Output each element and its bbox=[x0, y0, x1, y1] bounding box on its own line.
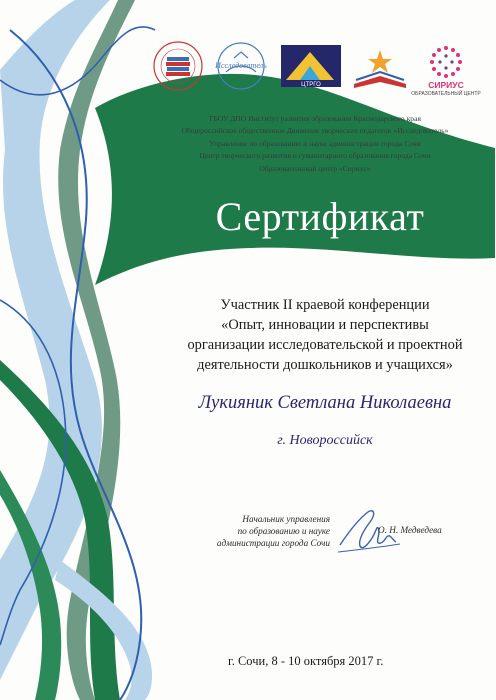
center-logo-icon bbox=[280, 44, 342, 88]
body-line: деятельности дошкольников и учащихся» bbox=[197, 357, 453, 373]
organizations-list bbox=[150, 113, 480, 175]
signatory-name: О. Н. Медведева bbox=[378, 525, 442, 535]
place-date: г. Сочи, 8 - 10 октября 2017 г. bbox=[228, 654, 384, 668]
organization-line: ГБОУ ДПО Институт развития образования Краснодарского края bbox=[209, 114, 421, 123]
body-line: Участник II краевой конференции bbox=[220, 297, 430, 313]
issledovatel-logo-text: Исследователь bbox=[215, 61, 267, 70]
organization-line: Управление по образованию и науке администрации города Сочи bbox=[209, 138, 421, 148]
organization-line: Общероссийское общественное Движение творческих педагогов «Исследователь» bbox=[181, 126, 449, 136]
organization-line: Центр творческого развития и гуманитарного образования города Сочи bbox=[199, 151, 431, 161]
body-line: «Опыт, инновации и перспективы bbox=[221, 317, 429, 333]
body-line: организации исследовательской и проектной bbox=[187, 337, 463, 353]
certificate-body bbox=[170, 295, 480, 375]
star-book-icon bbox=[350, 46, 410, 90]
issledovatel-emblem-icon bbox=[212, 40, 270, 92]
certificate-title: Сертификат bbox=[215, 194, 425, 239]
signatory-role bbox=[200, 513, 330, 549]
recipient-city: г. Новороссийск bbox=[277, 433, 373, 448]
sirius-icon bbox=[411, 42, 481, 98]
organization-line: Образовательный центр «Сириус» bbox=[259, 163, 371, 173]
sirius-logo-text: СИРИУС bbox=[428, 80, 464, 90]
sirius-logo-subtext: ОБРАЗОВАТЕЛЬНЫЙ ЦЕНТР bbox=[411, 91, 481, 97]
center-logo-text: ЦТРГО bbox=[301, 82, 321, 88]
signatory-role-line: Начальник управления bbox=[242, 514, 330, 524]
signatory-role-line: администрации города Сочи bbox=[216, 538, 330, 548]
logos-row bbox=[150, 38, 481, 110]
signatory-role-line: по образованию и науке bbox=[237, 526, 330, 536]
books-seal-icon bbox=[152, 38, 204, 94]
recipient-name: Лукияник Светлана Николаевна bbox=[198, 393, 452, 413]
